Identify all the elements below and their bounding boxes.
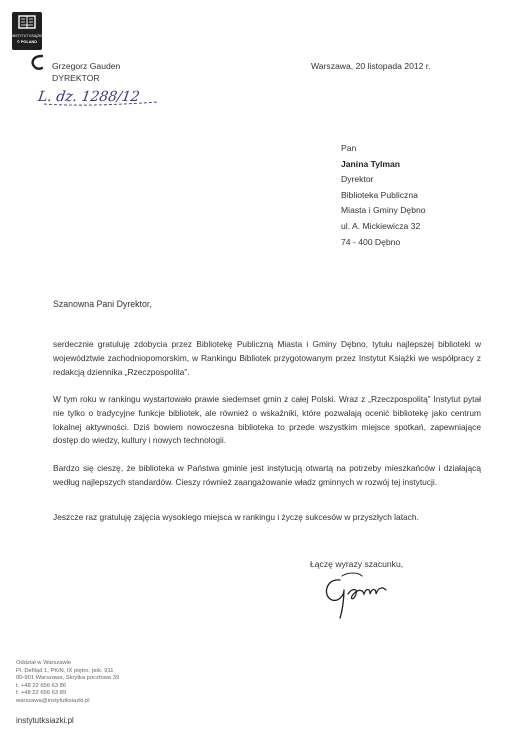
recipient-line: Dyrektor <box>341 174 374 185</box>
body-paragraph: Bardzo się cieszę, że biblioteka w Państwa gminie jest instytucją otwartą na potrzeby mieszkańców i działającą według najlepszych standardów. Cieszy również zaangażowanie władz gminnych w rozwój tej instytucji. <box>53 463 481 487</box>
body-paragraph: W tym roku w rankingu wystartowało prawie siedemset gmin z całej Polski. Wraz z „Rzeczpospolitą” Instytut pytał nie tylko o tradycyjne funkcje bibliotek, ale również o wskaźniki, które pozwalają ocenić bibliotekę jako centrum lokalnej aktywności. Dziś bowiem nowoczesna biblioteka to przede wszystkim miejsce spotkań, zapewniające dostęp do wiedzy, kultury i nowych technologii. <box>53 394 481 446</box>
closing-line: Łączę wyrazy szacunku, <box>310 559 404 569</box>
logo-line-1: INSTYTUT KSIĄŻKI <box>12 34 42 38</box>
book-emblem-icon <box>12 12 42 50</box>
recipient-line: Pan <box>341 143 357 153</box>
sender-name: Grzegorz Gauden <box>52 61 121 71</box>
handwritten-reference-number <box>36 84 176 108</box>
body-paragraph: serdecznie gratuluję zdobycia przez Bibliotekę Publiczną Miasta i Gminy Dębno, tytułu najlepszej biblioteki w województwie zachodniopomorskim, w Rankingu Bibliotek przygotowanym przez Instytut Książki we współpracy z redakcją dziennika „Rzeczpospolita”. <box>53 339 481 377</box>
recipient-name: Janina Tylman <box>341 158 401 169</box>
footer-line: 00-901 Warszawa, Skrytka pocztowa 39 <box>16 675 120 682</box>
logo-curl-icon <box>28 54 46 72</box>
place-and-date: Warszawa, 20 listopada 2012 r. <box>311 61 431 71</box>
sender-title: DYREKTOR <box>52 73 100 83</box>
body-paragraph: Jeszcze raz gratuluję zajęcia wysokiego miejsca w rankingu i życzę sukcesów w przyszłych latach. <box>53 512 419 522</box>
recipient-line: Miasta i Gminy Dębno <box>341 205 426 216</box>
footer-website: instytutksiazki.pl <box>16 716 74 725</box>
footer-line: f. +48 22 656 63 89 <box>16 690 67 697</box>
footer-contact <box>16 660 119 706</box>
svg-text:L. dz. 1288/12: L. dz. 1288/12 <box>37 89 141 105</box>
footer-line: Oddział w Warszawie <box>16 660 72 666</box>
footer-line: t. +48 22 656 63 86 <box>16 682 67 689</box>
recipient-line: 74 - 400 Dębno <box>341 236 401 247</box>
logo-line-2: © POLAND <box>17 40 37 44</box>
footer-email: warszawa@instytutksiazki.pl <box>16 697 90 704</box>
footer-line: Pl. Defilad 1, PKiN, IX piętro, pok. 911 <box>16 667 114 674</box>
greeting: Szanowna Pani Dyrektor, <box>53 299 152 309</box>
recipient-line: Biblioteka Publiczna <box>341 189 418 200</box>
recipient-line: ul. A. Mickiewicza 32 <box>341 221 421 231</box>
institute-logo <box>12 12 42 50</box>
handwritten-signature <box>318 566 428 620</box>
